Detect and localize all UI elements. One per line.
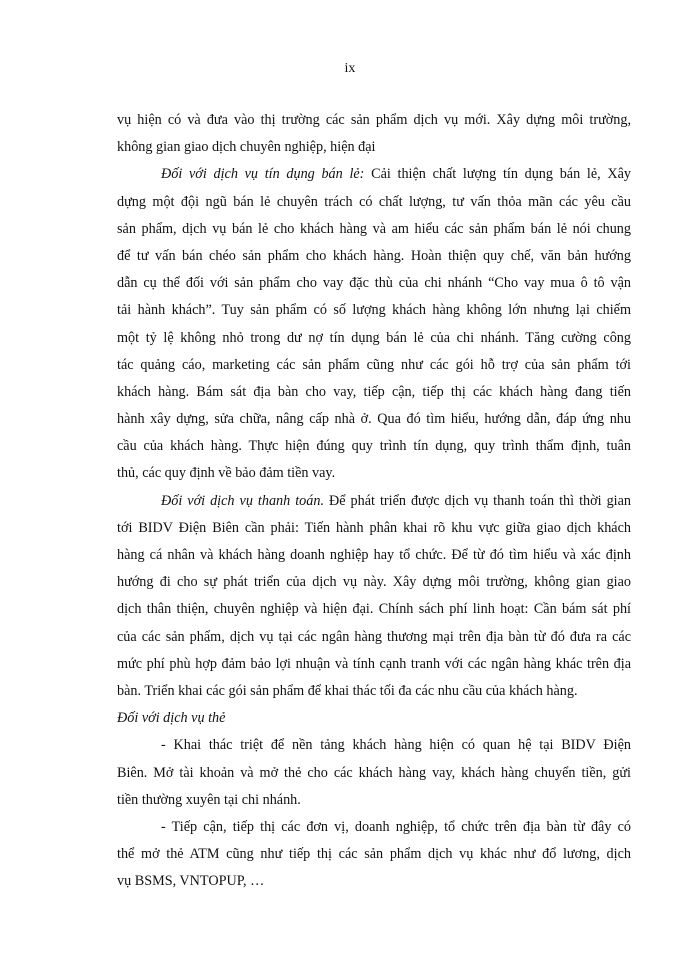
bullet-line: - Tiếp cận, tiếp thị các đơn vị, doanh nghiệp, tổ chức trên địa bàn từ đây có (161, 818, 631, 835)
paragraph-credit-heading-line: Đối với dịch vụ tín dụng bán lẻ: Cải thiện chất lượng tín dụng bán lẻ, Xây (161, 166, 632, 183)
text-line: khách hàng. Bám sát địa bàn cho vay, tiếp cận, tiếp thị các khách hàng đang tiến (117, 383, 631, 400)
text-line: một tỷ lệ không nhỏ trong dư nợ tín dụng bán lẻ của chi nhánh. Tăng cường công (117, 329, 631, 346)
bullet-line: - Khai thác triệt để nền tảng khách hàng hiện có quan hệ tại BIDV Điện (161, 737, 631, 754)
text-line: tác quảng cáo, marketing các sản phẩm cũng như các gói hỗ trợ của sản phẩm tới (117, 356, 631, 373)
text-line: dịch thân thiện, chuyên nghiệp và hiện đại. Chính sách phí linh hoạt: Cần bám sát phí (117, 601, 631, 618)
page-number: ix (344, 61, 356, 76)
text-line: tiền thường xuyên tại chi nhánh. (117, 791, 301, 808)
paragraph-payment-heading-line: Đối với dịch vụ thanh toán. Để phát triển được dịch vụ thanh toán thì thời gian (161, 492, 631, 509)
text-line: thủ, các quy định về bảo đảm tiền vay. (117, 465, 336, 482)
text-line: cầu của khách hàng. Thực hiện đúng quy trình tín dụng, quy trình thẩm định, tuân (117, 438, 631, 455)
text-line: vụ BSMS, VNTOPUP, … (117, 873, 265, 890)
text-line: Biên. Mở tài khoản và mở thẻ cho các khách hàng vay, khách hàng chuyển tiền, gửi (117, 764, 631, 781)
text-line: dựng một đội ngũ bán lẻ chuyên trách có chất lượng, tư vấn thỏa mãn các yêu cầu (117, 193, 631, 210)
text-line: hành xây dựng, sửa chữa, nâng cấp nhà ở. Qua đó tìm hiểu, hướng dẫn, đáp ứng nhu (117, 411, 631, 428)
text-line: bàn. Triển khai các gói sản phẩm để khai thác tối đa các nhu cầu của khách hàng. (117, 682, 578, 699)
text-line: hàng cá nhân và khách hàng doanh nghiệp hay tổ chức. Để từ đó tìm hiểu và xác định (117, 547, 631, 563)
text-line: tới BIDV Điện Biên cần phải: Tiến hành phân khai rõ khu vực giữa giao dịch khách (117, 519, 631, 536)
body-text (117, 107, 631, 895)
credit-heading: Đối với dịch vụ tín dụng bán lẻ: (161, 166, 365, 183)
text-line: để tư vấn bán chéo sản phẩm cho khách hàng. Hoàn thiện quy chế, văn bản hướng (117, 247, 631, 264)
text-line: sản phẩm, dịch vụ bán lẻ cho khách hàng và am hiểu các sản phẩm bán lẻ nói chung (117, 220, 631, 237)
text-line: dẫn cụ thể đối với sản phẩm cho vay đặc thù của chi nhánh “Cho vay mua ô tô vận (117, 275, 631, 292)
text-line: tải hành khách”. Tuy sản phẩm có số lượng khách hàng không lớn nhưng lại chiếm (117, 302, 631, 319)
payment-heading: Đối với dịch vụ thanh toán. (161, 492, 324, 509)
text-line: vụ hiện có và đưa vào thị trường các sản phẩm dịch vụ mới. Xây dựng môi trường, (117, 112, 631, 128)
text-line: hướng đi cho sự phát triển của dịch vụ này. Xây dựng môi trường, không gian giao (117, 574, 631, 591)
text-line: không gian giao dịch chuyên nghiệp, hiện đại (117, 139, 376, 156)
card-service-heading: Đối với dịch vụ thẻ (117, 710, 226, 727)
text-line: thể mở thẻ ATM cũng như tiếp thị các sản phẩm dịch vụ khác như đổ lương, dịch (117, 846, 631, 863)
text-line: của các sản phẩm, dịch vụ tại các ngân hàng thương mại trên địa bàn từ đó đưa ra các (117, 628, 631, 645)
text-line: mức phí phù hợp đảm bảo lợi nhuận và tính cạnh tranh với các ngân hàng khác trên địa (117, 655, 631, 672)
